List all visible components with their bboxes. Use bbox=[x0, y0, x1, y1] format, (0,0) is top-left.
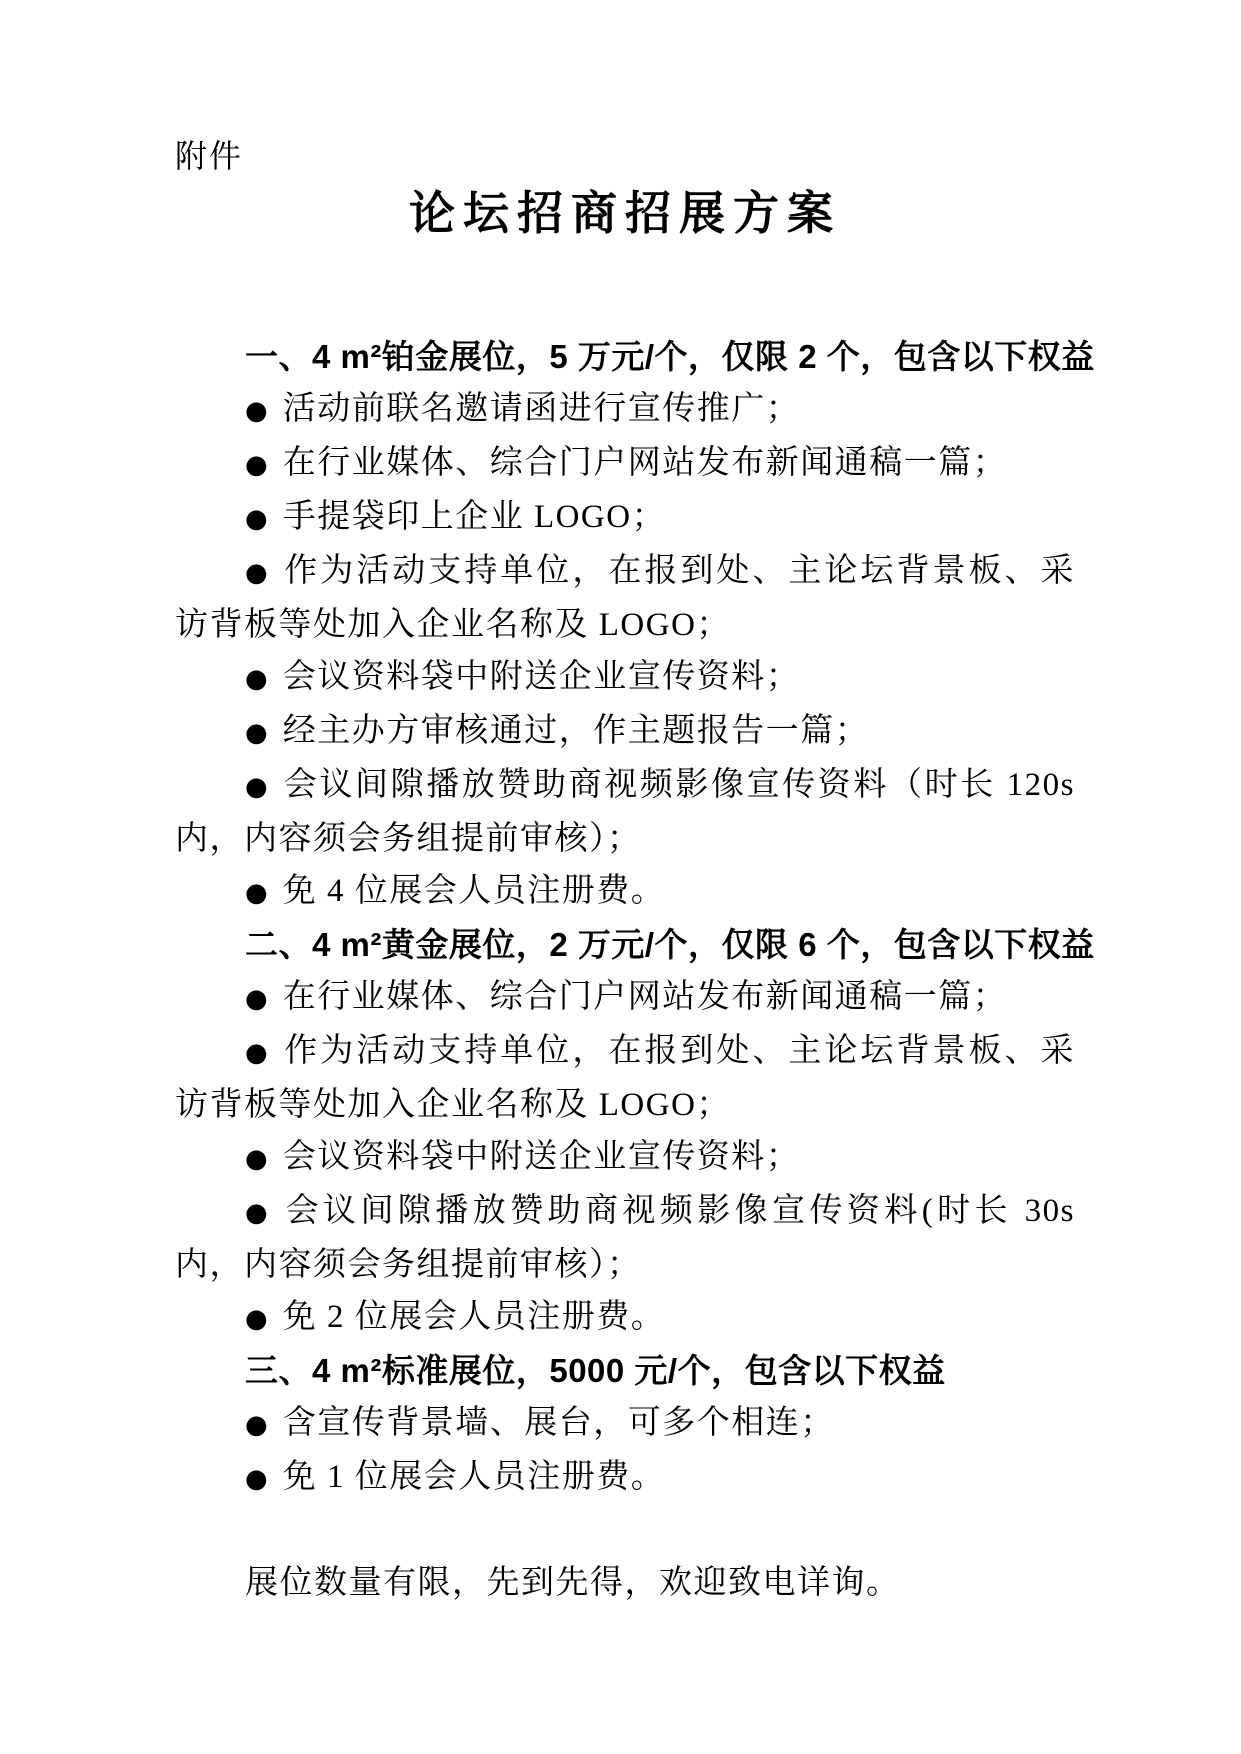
bullet-item bbox=[175, 1025, 1075, 1131]
section-platinum-booth bbox=[175, 331, 1095, 919]
bullet-icon: ● bbox=[245, 1038, 270, 1068]
bullet-item bbox=[175, 651, 1075, 705]
bullet-item bbox=[175, 1397, 1075, 1451]
bullet-text: 会议资料袋中附送企业宣传资料； bbox=[282, 1139, 801, 1175]
section-heading: 三、4 m²标准展位，5000 元/个，包含以下权益 bbox=[245, 1352, 946, 1389]
bullet-icon: ● bbox=[245, 1464, 268, 1494]
bullet-icon: ● bbox=[245, 718, 268, 748]
bullet-icon: ● bbox=[245, 878, 268, 908]
section-heading: 一、4 m²铂金展位，5 万元/个，仅限 2 个，包含以下权益 bbox=[245, 338, 1095, 375]
bullet-item bbox=[175, 971, 1075, 1025]
bullet-icon: ● bbox=[245, 396, 268, 426]
bullet-icon: ● bbox=[245, 504, 268, 534]
bullet-icon: ● bbox=[245, 1304, 268, 1334]
bullet-icon: ● bbox=[245, 772, 269, 802]
closing-note: 展位数量有限，先到先得，欢迎致电详询。 bbox=[245, 1565, 901, 1601]
bullet-text: 在行业媒体、综合门户网站发布新闻通稿一篇； bbox=[282, 445, 1008, 481]
section-gold-booth bbox=[175, 919, 1095, 1345]
bullet-text: 免 2 位展会人员注册费。 bbox=[282, 1299, 666, 1335]
bullet-item bbox=[175, 491, 1075, 545]
bullet-item bbox=[175, 1131, 1075, 1185]
section-heading: 二、4 m²黄金展位，2 万元/个，仅限 6 个，包含以下权益 bbox=[245, 926, 1095, 963]
page-title: 论坛招商招展方案 bbox=[409, 188, 841, 239]
bullet-icon: ● bbox=[245, 450, 268, 480]
bullet-item bbox=[175, 759, 1075, 865]
bullet-text: 含宣传背景墙、展台，可多个相连； bbox=[282, 1405, 835, 1441]
document-body bbox=[175, 331, 1095, 1609]
bullet-text: 会议间隙播放赞助商视频影像宣传资料(时长 30s 内，内容须会务组提前审核）； bbox=[175, 1193, 1075, 1283]
section-standard-booth bbox=[175, 1345, 1075, 1505]
bullet-item bbox=[175, 437, 1075, 491]
bullet-text: 在行业媒体、综合门户网站发布新闻通稿一篇； bbox=[282, 979, 1008, 1015]
bullet-icon: ● bbox=[245, 984, 268, 1014]
bullet-item bbox=[175, 1185, 1075, 1291]
bullet-text: 免 1 位展会人员注册费。 bbox=[282, 1459, 666, 1495]
bullet-text: 作为活动支持单位，在报到处、主论坛背景板、采访背板等处加入企业名称及 LOGO； bbox=[175, 1033, 1076, 1123]
bullet-text: 作为活动支持单位，在报到处、主论坛背景板、采访背板等处加入企业名称及 LOGO； bbox=[175, 553, 1076, 643]
bullet-item bbox=[175, 1451, 1075, 1505]
bullet-text: 免 4 位展会人员注册费。 bbox=[282, 873, 666, 909]
bullet-text: 手提袋印上企业 LOGO； bbox=[282, 499, 667, 535]
bullet-icon: ● bbox=[245, 1144, 268, 1174]
bullet-item bbox=[175, 545, 1075, 651]
bullet-text: 活动前联名邀请函进行宣传推广； bbox=[282, 391, 801, 427]
bullet-text: 会议资料袋中附送企业宣传资料； bbox=[282, 659, 801, 695]
bullet-item bbox=[175, 865, 1075, 919]
bullet-icon: ● bbox=[245, 664, 268, 694]
bullet-icon: ● bbox=[245, 558, 270, 588]
bullet-icon: ● bbox=[245, 1410, 268, 1440]
bullet-text: 会议间隙播放赞助商视频影像宣传资料（时长 120s 内，内容须会务组提前审核）； bbox=[175, 767, 1076, 857]
bullet-text: 经主办方审核通过，作主题报告一篇； bbox=[282, 713, 870, 749]
bullet-item bbox=[175, 383, 1075, 437]
bullet-item bbox=[175, 1291, 1075, 1345]
attachment-label: 附件 bbox=[175, 138, 244, 174]
bullet-item bbox=[175, 705, 1075, 759]
bullet-icon: ● bbox=[245, 1198, 271, 1228]
